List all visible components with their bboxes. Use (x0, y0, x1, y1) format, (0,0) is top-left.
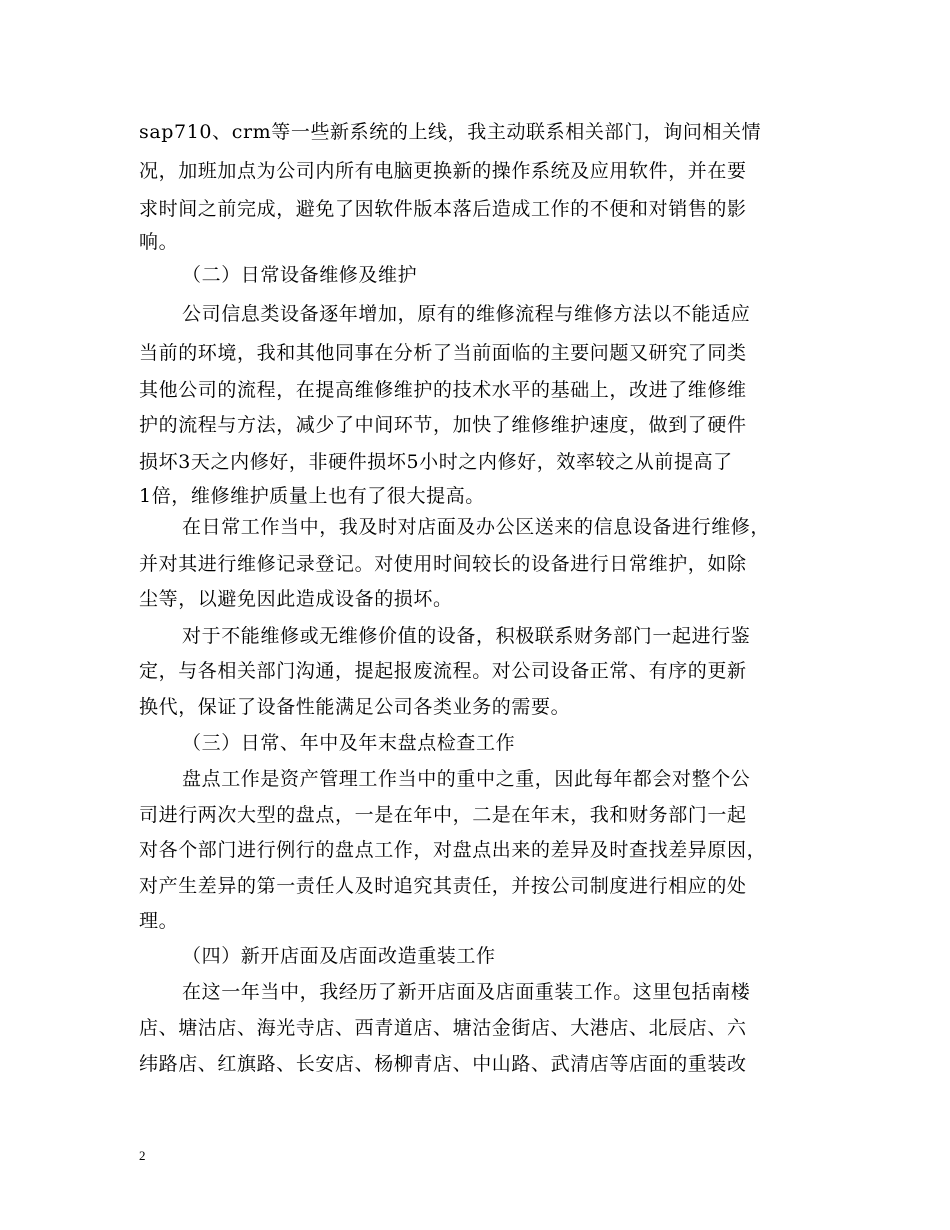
body-text-line: 理。 (139, 910, 179, 932)
body-text-line: 在日常工作当中，我及时对店面及办公区送来的信息设备进行维修， (182, 516, 771, 538)
body-text-line: 定，与各相关部门沟通，提起报废流程。对公司设备正常、有序的更新 (139, 660, 747, 682)
body-text-line: 当前的环境，我和其他同事在分析了当前面临的主要问题又研究了同类 (139, 342, 747, 364)
body-text-line: 况，加班加点为公司内所有电脑更换新的操作系统及应用软件，并在要 (139, 160, 747, 182)
section-heading: （四）新开店面及店面改造重装工作 (182, 945, 496, 967)
body-text-line: 店、塘沽店、海光寺店、西青道店、塘沽金街店、大港店、北辰店、六 (139, 1017, 747, 1039)
body-text-line: 对于不能维修或无维修价值的设备，积极联系财务部门一起进行鉴 (182, 625, 751, 647)
body-text-line: 公司信息类设备逐年增加，原有的维修流程与维修方法以不能适应 (182, 303, 751, 325)
body-text-line: 换代，保证了设备性能满足公司各类业务的需要。 (139, 696, 571, 718)
body-text-line: 在这一年当中，我经历了新开店面及店面重装工作。这里包括南楼 (182, 981, 751, 1003)
body-text-line: 司进行两次大型的盘点，一是在年中，二是在年末，我和财务部门一起 (139, 804, 747, 826)
section-heading: （三）日常、年中及年末盘点检查工作 (182, 732, 516, 754)
body-text-line: 响。 (139, 231, 179, 253)
body-text-line: 损坏3天之内修好，非硬件损坏5小时之内修好，效率较之从前提高了 (139, 451, 733, 473)
body-text-line: 对产生差异的第一责任人及时追究其责任，并按公司制度进行相应的处 (139, 875, 747, 897)
body-text-line: 求时间之前完成，避免了因软件版本落后造成工作的不便和对销售的影 (139, 198, 747, 220)
body-text-line: 尘等，以避免因此造成设备的损坏。 (139, 588, 453, 610)
body-text-line: 并对其进行维修记录登记。对使用时间较长的设备进行日常维护，如除 (139, 553, 747, 575)
page-number: 2 (139, 1148, 146, 1163)
body-text-line: 其他公司的流程，在提高维修维护的技术水平的基础上，改进了维修维 (139, 379, 747, 401)
body-text-line: sap710、crm等一些新系统的上线，我主动联系相关部门，询问相关情 (139, 121, 762, 143)
body-text-line: 对各个部门进行例行的盘点工作，对盘点出来的差异及时查找差异原因， (139, 839, 767, 861)
body-text-line: 纬路店、红旗路、长安店、杨柳青店、中山路、武清店等店面的重装改 (139, 1053, 747, 1075)
section-heading: （二）日常设备维修及维护 (182, 264, 418, 286)
body-text-line: 护的流程与方法，减少了中间环节，加快了维修维护速度，做到了硬件 (139, 414, 747, 436)
body-text-line: 盘点工作是资产管理工作当中的重中之重，因此每年都会对整个公 (182, 768, 751, 790)
body-text-line: 1倍，维修维护质量上也有了很大提高。 (139, 485, 485, 507)
